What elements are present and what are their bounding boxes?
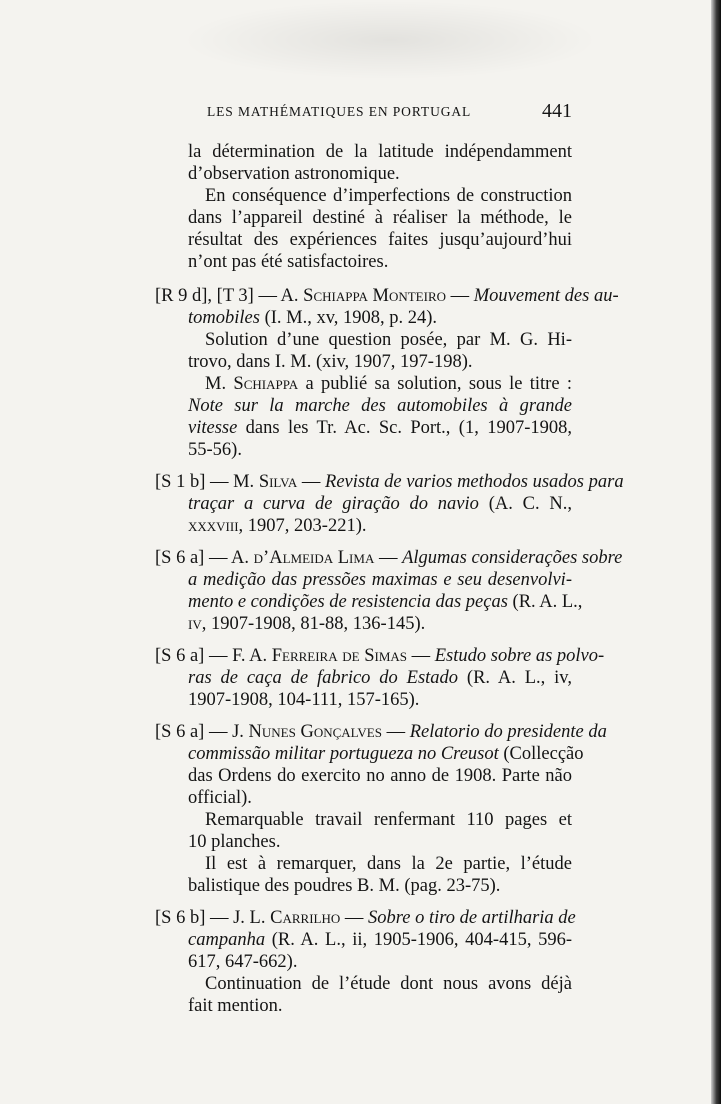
entry-line: [S 6 a] — F. A. Ferreira de Simas — Estudo sobre as polvo- <box>155 646 605 666</box>
running-title: LES MATHÉMATIQUES EN PORTUGAL <box>207 104 472 119</box>
entry-title: mento e condições de resistencia das peças <box>188 592 508 612</box>
text-line: dans l’appareil destiné à réaliser la méthode, le <box>188 208 572 228</box>
entry-title: Estudo sobre as polvo- <box>434 646 605 666</box>
entry-line <box>188 743 584 765</box>
entry-author: Carrilho <box>270 908 341 928</box>
entry-author: Schiappa Monteiro <box>303 286 447 306</box>
entry-reference: [S 6 a] — A. <box>155 548 254 568</box>
entry-reference: [R 9 d], [T 3] — A. <box>155 286 304 306</box>
entry-author: d’Almeida Lima <box>253 548 375 568</box>
text-line: la détermination de la latitude indépendamment <box>188 142 572 162</box>
entry-source: xxxviii, 1907, 203-221). <box>188 516 367 536</box>
text-line: trovo, dans I. M. (xiv, 1907, 197-198). <box>188 352 473 372</box>
entry-source: (R. A. L., <box>507 592 583 612</box>
entry-title: Mouvement des au- <box>473 286 619 306</box>
entry-line: [S 6 b] — J. L. Carrilho — Sobre o tiro de artilharia de <box>155 908 576 928</box>
entry-title: tomobiles <box>188 308 260 328</box>
text-line: Solution d’une question posée, par M. G. Hi- <box>205 330 572 350</box>
entry-reference: [S 1 b] — M. <box>155 472 259 492</box>
entry-title: traçar a curva de giração do navio <box>188 494 479 514</box>
text-line: Note sur la marche des automobiles à grande <box>188 396 572 416</box>
entry-line: [S 6 a] — A. d’Almeida Lima — Algumas considerações sobre <box>155 548 623 568</box>
entry-line: [S 6 a] — J. Nunes Gonçalves — Relatorio do presidente da <box>155 722 607 742</box>
scan-smudge <box>180 0 600 80</box>
entry-source: (I. M., xv, 1908, p. 24). <box>259 308 438 328</box>
entry-line: [R 9 d], [T 3] — A. Schiappa Monteiro — Mouvement des au- <box>155 286 619 306</box>
entry-reference: [S 6 b] — J. L. <box>155 908 271 928</box>
text-line: vitesse dans les Tr. Ac. Sc. Port., (1, 1907-1908, <box>188 418 572 438</box>
entry-source: 617, 647-662). <box>188 952 298 972</box>
entry-reference: [S 6 a] — F. A. <box>155 646 272 666</box>
text-line: n’ont pas été satisfactoires. <box>188 252 389 272</box>
text-line: M. Schiappa a publié sa solution, sous le titre : <box>205 374 572 394</box>
page-number: 441 <box>542 100 572 122</box>
entry-title: campanha <box>188 930 266 950</box>
text-line: 10 planches. <box>188 832 281 852</box>
entry-source: iv, 1907-1908, 81-88, 136-145). <box>188 614 426 634</box>
entry-title: Sobre o tiro de artilharia de <box>368 908 576 928</box>
entry-source: das Ordens do exercito no anno de 1908. Parte não <box>188 766 572 786</box>
entry-source: (R. A. L., ii, 1905-1906, 404-415, 596- <box>265 930 572 950</box>
entry-title: ras de caça de fabrico do Estado <box>188 668 459 688</box>
running-head <box>0 100 721 124</box>
entry-line <box>188 307 437 329</box>
entry-title: commissão militar portugueza no Creusot <box>188 744 499 764</box>
entry-author: Nunes Gonçalves <box>248 722 382 742</box>
text-line: 55-56). <box>188 440 242 460</box>
entry-line <box>188 591 583 613</box>
text-line: d’observation astronomique. <box>188 164 400 184</box>
text-line: balistique des poudres B. M. (pag. 23-75). <box>188 876 501 896</box>
entry-title: Relatorio do presidente da <box>409 722 607 742</box>
entry-line <box>188 493 572 515</box>
text-line: Remarquable travail renfermant 110 pages et <box>205 810 572 830</box>
entry-line: [S 1 b] — M. Silva — Revista de varios methodos usados para <box>155 472 624 492</box>
entry-title: a medição das pressões maximas e seu desenvolvi- <box>188 570 572 590</box>
entry-title: Algumas considerações sobre <box>402 548 623 568</box>
entry-author: Silva <box>258 472 298 492</box>
entry-source: (Collecção <box>498 744 584 764</box>
entry-source: (A. C. N., <box>478 494 572 514</box>
entry-line <box>188 667 572 689</box>
text-line: En conséquence d’imperfections de construction <box>205 186 572 206</box>
text-line: résultat des expériences faites jusqu’aujourd’hui <box>188 230 572 250</box>
text-line: fait mention. <box>188 996 283 1016</box>
entry-reference: [S 6 a] — J. <box>155 722 249 742</box>
entry-source: (R. A. L., iv, <box>458 668 572 688</box>
entry-line <box>188 929 572 951</box>
text-line: Continuation de l’étude dont nous avons déjà <box>205 974 572 994</box>
text-line: Il est à remarquer, dans la 2e partie, l’étude <box>205 854 572 874</box>
page-edge-shadow <box>711 0 721 1104</box>
entry-author: Schiappa <box>233 374 299 394</box>
entry-author: Ferreira de Simas <box>271 646 407 666</box>
entry-title: Revista de varios methodos usados para <box>325 472 624 492</box>
entry-source: 1907-1908, 104-111, 157-165). <box>188 690 420 710</box>
entry-source: official). <box>188 788 252 808</box>
